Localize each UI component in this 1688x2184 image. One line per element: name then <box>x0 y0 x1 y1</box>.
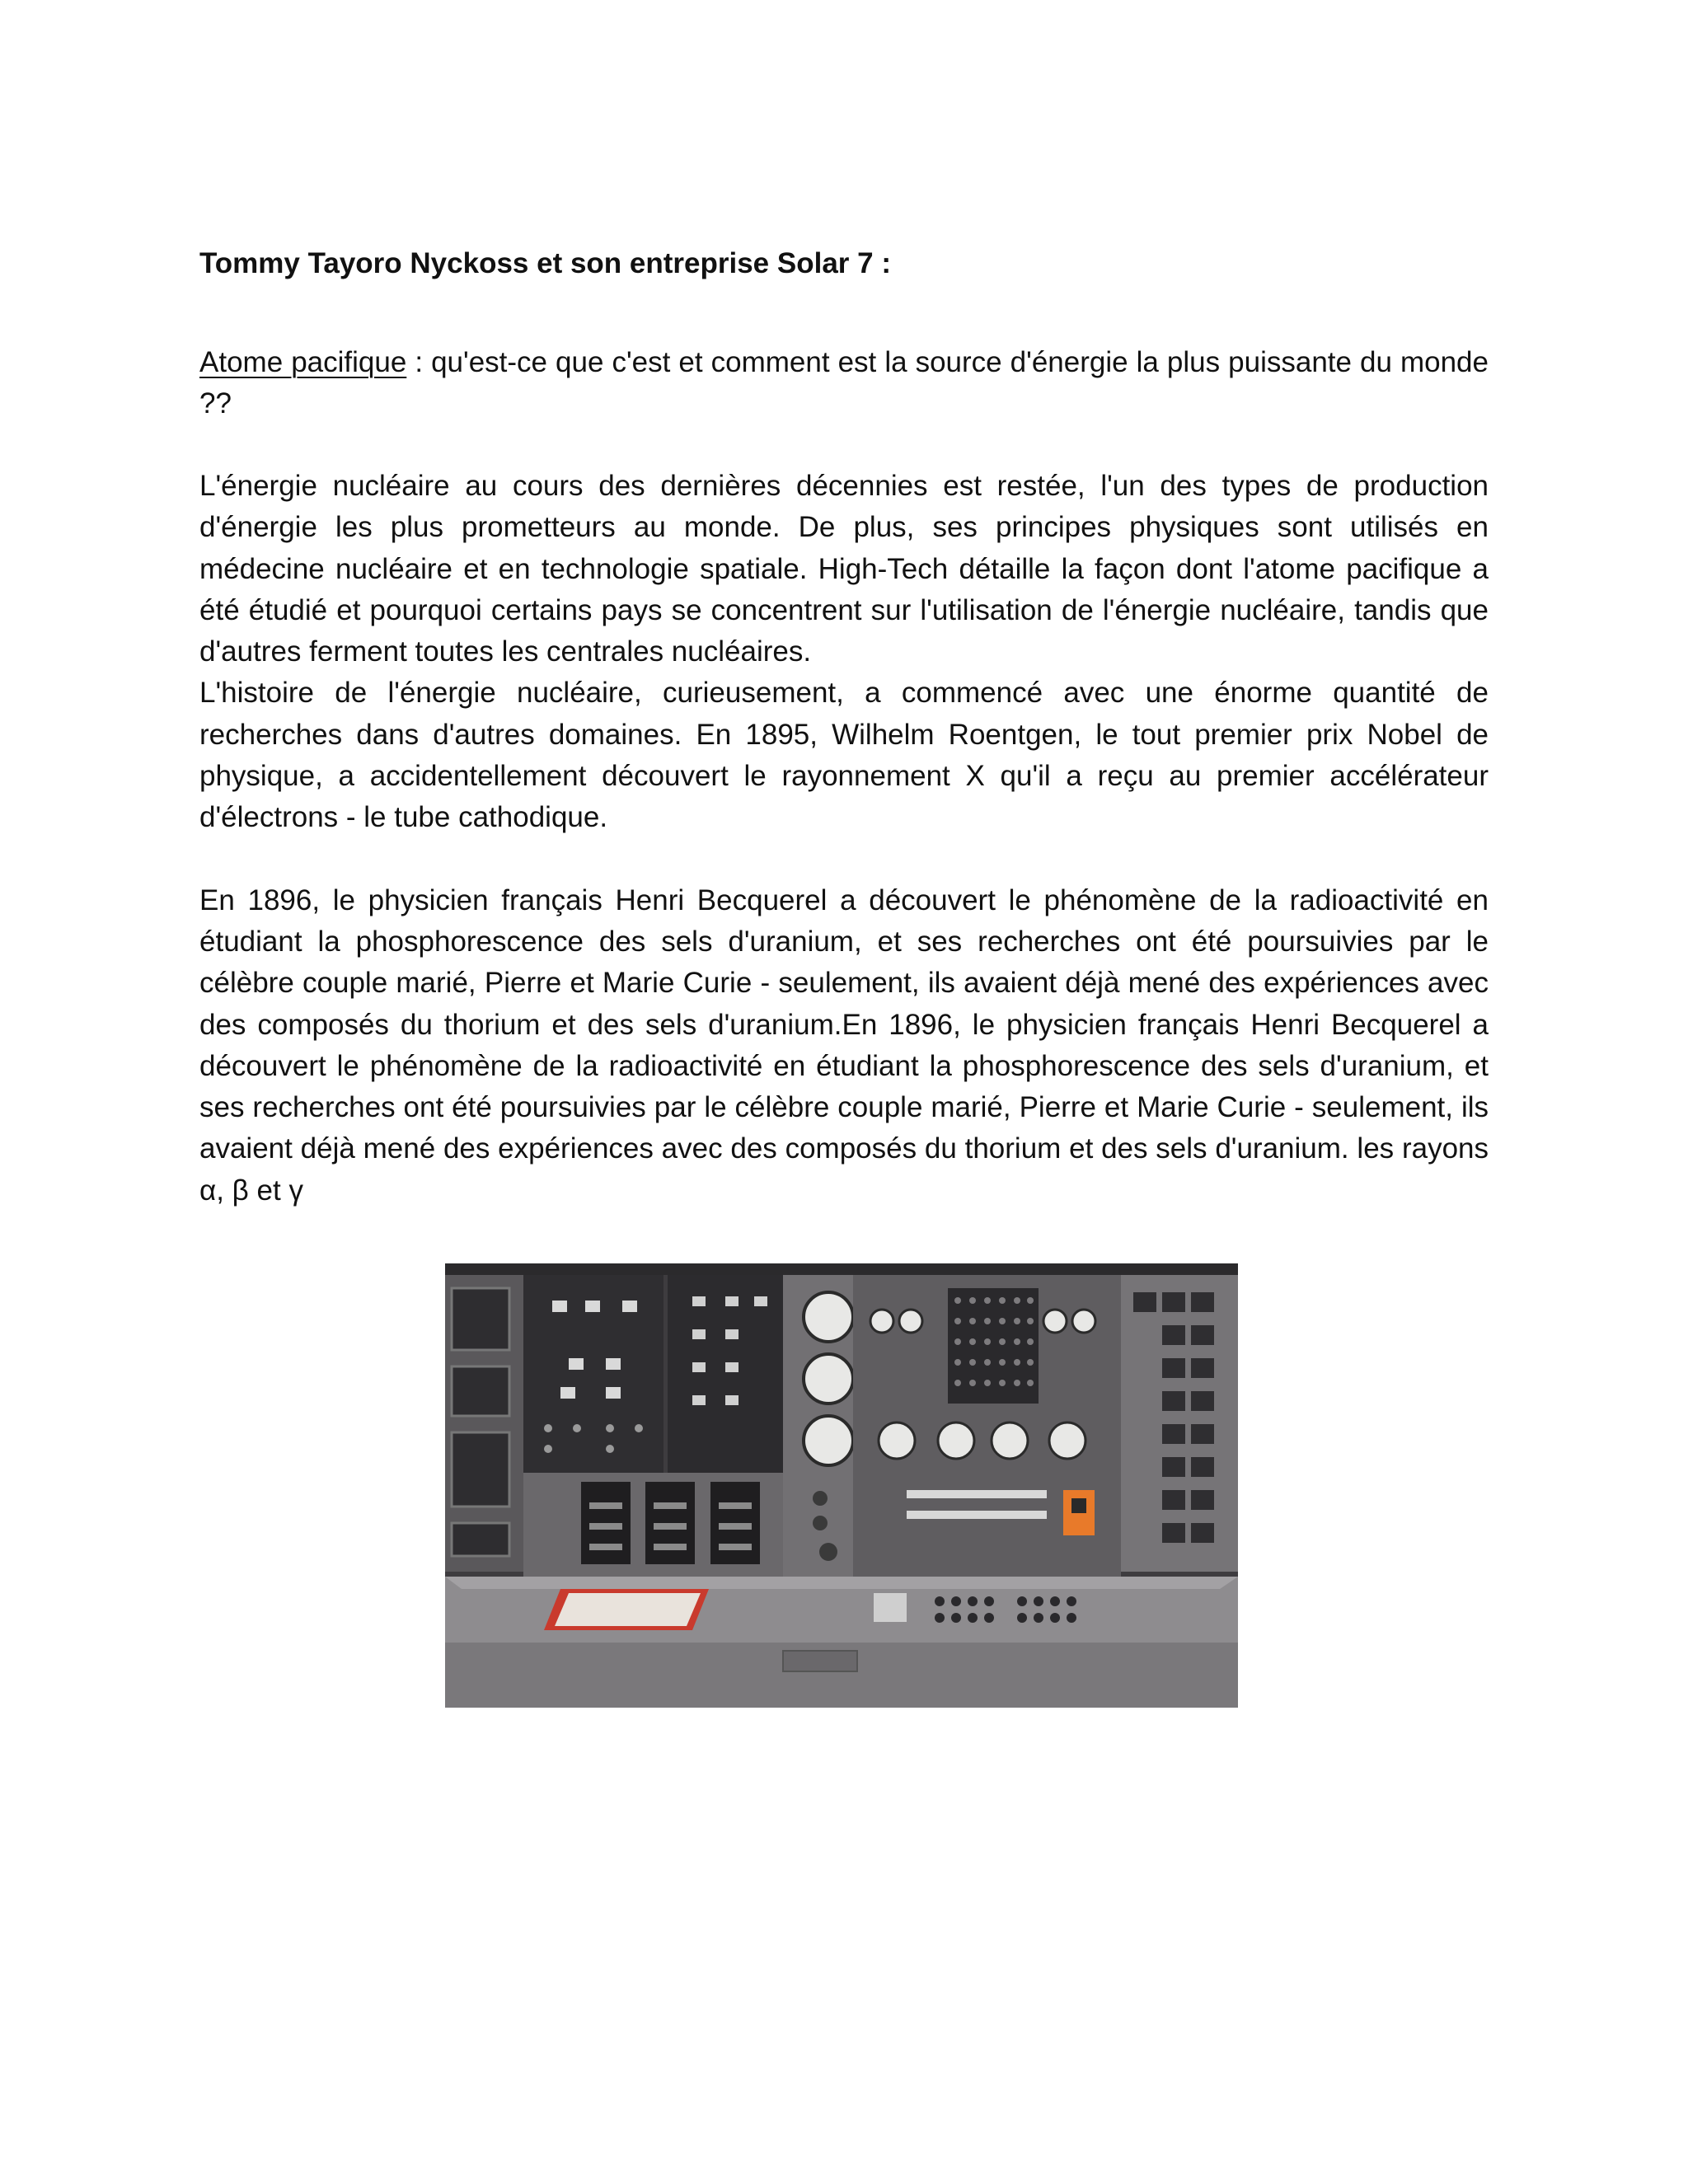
lead-underlined-term: Atome pacifique <box>199 346 407 378</box>
control-room-illustration <box>445 1263 1238 1708</box>
control-room-photo <box>445 1263 1238 1708</box>
document-body <box>199 243 1489 1212</box>
document-title: Tommy Tayoro Nyckoss et son entreprise Solar 7 : <box>199 247 891 279</box>
paragraph-1: L'énergie nucléaire au cours des dernières décennies est restée, l'un des types de production d'énergie les plus prometteurs au monde. De plus, ses principes physiques sont utilisés en médecine nucléaire et en technologie spatiale. High-Tech détaille la façon dont l'atome pacifique a été étudié et pourquoi certains pays se concentrent sur l'utilisation de l'énergie nucléaire, tandis que d'autres ferment toutes les centrales nucléaires. <box>199 470 1489 668</box>
paragraph-3: En 1896, le physicien français Henri Becquerel a découvert le phénomène de la radioactivité en étudiant la phosphorescence des sels d'uranium, et ses recherches ont été poursuivies par le célèbre couple marié, Pierre et Marie Curie - seulement, ils avaient déjà mené des expériences avec des composés du thorium et des sels d'uranium.En 1896, le physicien français Henri Becquerel a découvert le phénomène de la radioactivité en étudiant la phosphorescence des sels d'uranium, et ses recherches ont été poursuivies par le célèbre couple marié, Pierre et Marie Curie - seulement, ils avaient déjà mené des expériences avec des composés du thorium et des sels d'uranium. les rayons α, β et γ <box>199 883 1489 1207</box>
spacer <box>199 839 1489 880</box>
paragraph-2: L'histoire de l'énergie nucléaire, curieusement, a commencé avec une énorme quantité de recherches dans d'autres domaines. En 1895, Wilhelm Roentgen, le tout premier prix Nobel de physique, a accidentellement découvert le rayonnement X qu'il a reçu au premier accélérateur d'électrons - le tube cathodique. <box>199 677 1489 834</box>
spacer <box>199 424 1489 466</box>
lead-text: : qu'est-ce que c'est et comment est la source d'énergie la plus puissante du monde ?? <box>199 346 1489 419</box>
lead-paragraph <box>199 342 1489 424</box>
